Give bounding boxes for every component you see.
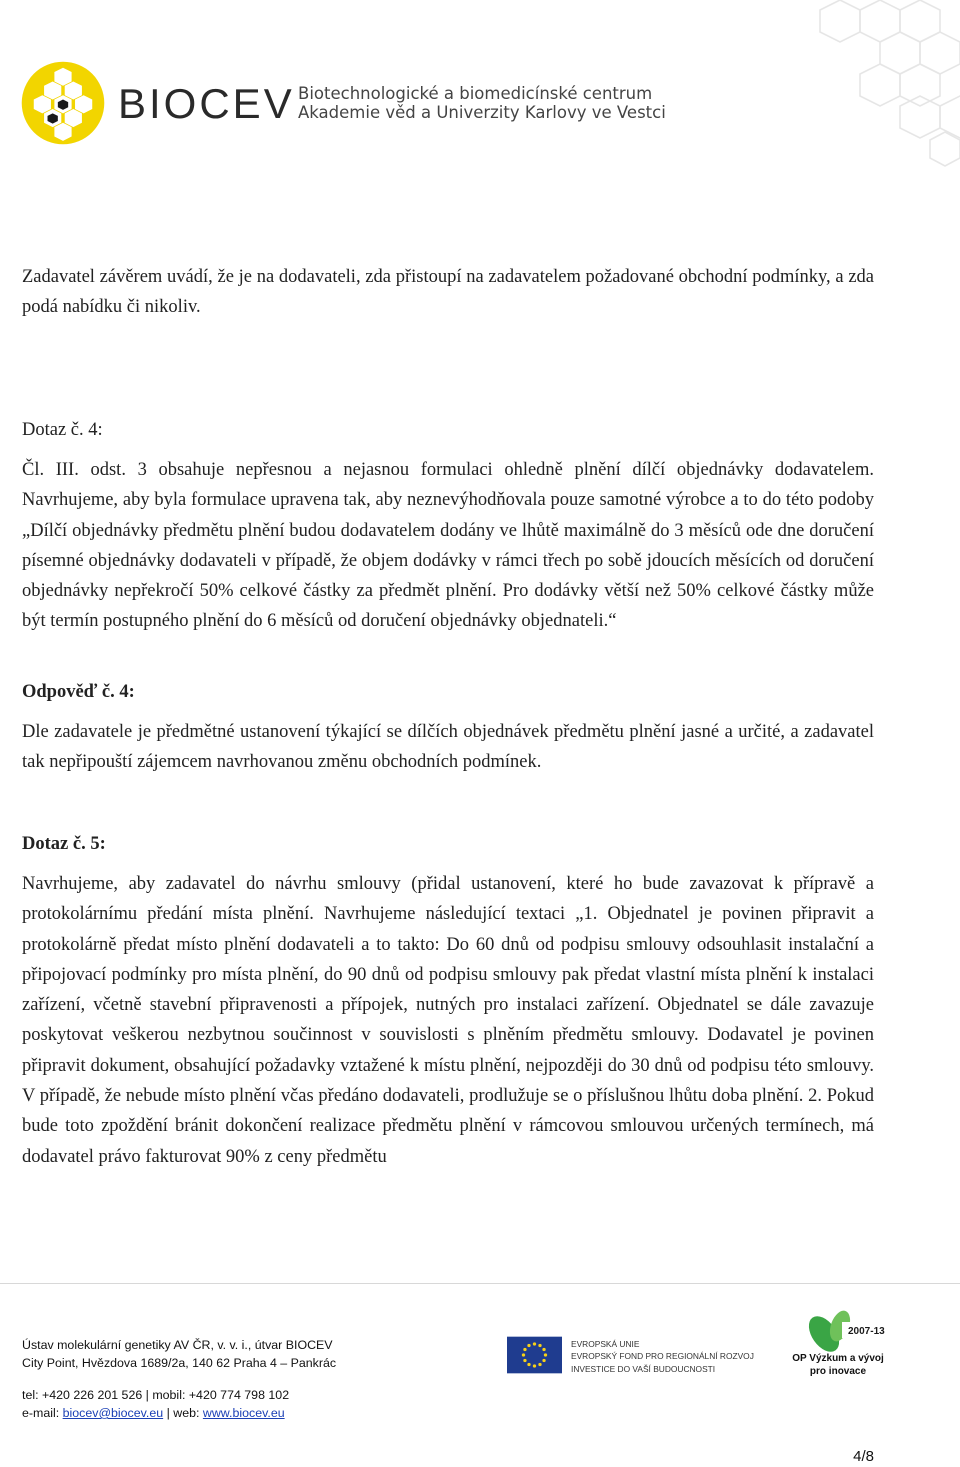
footer-contacts [22, 1406, 285, 1420]
eu-flag-icon [507, 1336, 562, 1374]
answer-4-heading: Odpověď č. 4: [22, 682, 135, 702]
logo-wordmark: BIOCEV [118, 80, 295, 127]
footer-org-line-1: Ústav molekulární genetiky AV ČR, v. v. i., útvar BIOCEV [22, 1338, 333, 1352]
web-label: | web: [163, 1406, 203, 1420]
email-label: e-mail: [22, 1406, 63, 1420]
answer-4-text: Dle zadavatele je předmětné ustanovení týkající se dílčích objednávek předmětu plnění jasné a určité, a zadavatel tak nepřipouští zájemcem navrhovanou změnu obchodních podmínek. [22, 722, 874, 773]
intro-text: Zadavatel závěrem uvádí, že je na dodavateli, zda přistoupí na zadavatelem požadované obchodní podmínky, a zda podá nabídku či nikoliv. [22, 267, 874, 318]
footer-org-line-2: City Point, Hvězdova 1689/2a, 140 62 Praha 4 – Pankrác [22, 1356, 337, 1370]
logo-tagline [298, 84, 666, 122]
op-years-label: 2007-13 [848, 1326, 885, 1337]
question-4-heading: Dotaz č. 4: [22, 420, 103, 440]
intro-paragraph [22, 262, 874, 323]
eu-line-3: INVESTICE DO VAŠÍ BUDOUCNOSTI [571, 1363, 716, 1374]
op-line-1: OP Výzkum a vývoj [792, 1353, 884, 1364]
eu-fund-text [571, 1338, 754, 1375]
question-4-body [22, 455, 874, 637]
biocev-logo-icon [20, 60, 106, 146]
email-link[interactable]: biocev@biocev.eu [62, 1406, 164, 1420]
question-4-text: Čl. III. odst. 3 obsahuje nepřesnou a nejasnou formulaci ohledně plnění dílčí objednávky dodavatelem. Navrhujeme, aby byla formulace upravena tak, aby neznevýhodňovala pouze samotné výrobce a to do této podoby „Dílčí objednávky předmětu plnění budou dodavatelem dodány ve lhůtě maximálně do 3 měsíců ode dne doručení písemné objednávky dodavateli v případě, že objem dodávky v rámci třech po sobě jdoucích měsících od doručení objednávky nepřekročí 50% celkové částky za předmět plnění. Pro dodávky větší než 50% celkové částky může být termín postupného plnění do 6 měsíců od doručení objednávky objednateli.“ [22, 460, 874, 632]
eu-line-2: EVROPSKÝ FOND PRO REGIONÁLNÍ ROZVOJ [571, 1351, 754, 1362]
footer-divider [0, 1283, 960, 1284]
question-5-text: Navrhujeme, aby zadavatel do návrhu smlouvy (přidal ustanovení, které ho bude zavazovat k přípravě a protokolárnímu předání místa plnění. Navrhujeme následující textaci „1. Objednatel je povinen připravit a protokolárně předat místo plnění dodavateli a to takto: Do 60 dnů od podpisu smlouvy odsouhlasit instalační a připojovací podmínky pro místa plnění, do 90 dnů od podpisu smlouvy pak předat vlastní místa plnění k instalaci zařízení, včetně stavební připravenosti a přípojek, nutných pro instalaci zařízení. Objednatel se dále zavazuje poskytovat veškerou nezbytnou součinnost v souvislosti s plněním předmětu smlouvy. Dodavatel je povinen připravit dokument, obsahující požadavky vztažené k místu plnění, nejpozději do 30 dnů od podpisu této smlouvy. V případě, že nebude místo plnění včas předáno dodavateli, prodlužuje se o příslušnou lhůtu doba plnění. 2. Pokud bude toto zpoždění bránit dokončení realizace předmětu plnění v rámcovou smlouvou určených termínech, má dodavatel právo fakturovat 90% z ceny předmětu [22, 874, 874, 1167]
question-5-heading: Dotaz č. 5: [22, 834, 106, 854]
web-link[interactable]: www.biocev.eu [202, 1406, 285, 1420]
question-5-body [22, 869, 874, 1172]
op-program-text [782, 1353, 894, 1378]
tagline-line-2: Akademie věd a Univerzity Karlovy ve Vestci [298, 103, 666, 122]
tagline-line-1: Biotechnologické a biomedicínské centrum [298, 84, 653, 103]
page-number: 4/8 [853, 1448, 874, 1465]
footer-phones: tel: +420 226 201 526 | mobil: +420 774 798 102 [22, 1388, 290, 1402]
op-line-2: pro inovace [809, 1365, 867, 1377]
eu-line-1: EVROPSKÁ UNIE [571, 1339, 640, 1349]
answer-4-body [22, 717, 874, 778]
